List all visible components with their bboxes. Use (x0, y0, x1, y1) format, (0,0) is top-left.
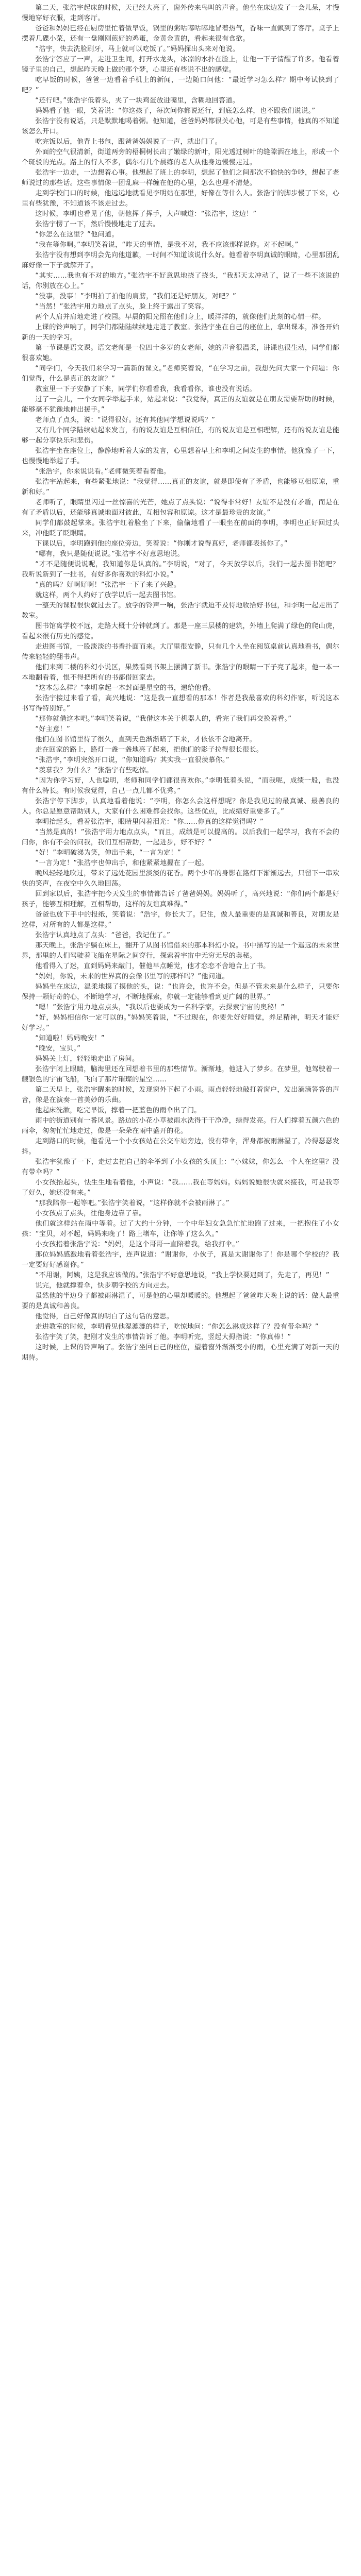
paragraph: “同学们，今天我们来学习一篇新的课文。”老师笑着说，“在学习之前，我想先问大家一个问题：你们觉得，什么是真正的友谊？” (22, 365, 339, 383)
paragraph: 小女孩抬起头，怯生生地看着他，小声说：“我……我在等妈妈。妈妈说她很快就来接我，可是我等了好久，她还没有来。” (22, 1179, 339, 1197)
paragraph: 张浩宇犹豫了一下，走过去把自己的伞举到了小女孩的头顶上：“小妹妹，你怎么一个人在这里？没有带伞吗？” (22, 1158, 339, 1176)
paragraph: 这时候，李明也看见了他，朝他挥了挥手，大声喊道：“张浩宇，这边！” (35, 210, 257, 218)
paragraph: 张浩宇闭上眼睛，脑海里还在回想着书里的那些情节。渐渐地，他进入了梦乡。在梦里，他驾驶着一艘银色的宇宙飞船，飞向了那片璀璨的星空…… (22, 1065, 339, 1083)
paragraph: “因为你学习好，人也聪明，老师和同学们都很喜欢你。”李明低着头说，“而我呢，成绩一般，也没有什么特长。有时候我觉得，自己一点儿都不优秀。” (22, 777, 339, 795)
paragraph: “当然是真的！”张浩宇用力地点点头，“而且，成绩是可以提高的。以后我们一起学习，我有不会的问你，你有不会的问我，我们互相帮助，一起进步，好不好？” (22, 828, 339, 846)
paragraph: 走到路口的时候，他看见一个小女孩站在公交车站旁边，没有带伞，浑身都被雨淋湿了，冷得瑟瑟发抖。 (22, 1138, 339, 1156)
paragraph: “好，妈妈相信你一定可以的。”妈妈笑着说，“不过现在，你要先好好睡觉，养足精神，明天才能好好学习。” (22, 1014, 339, 1032)
paragraph: “晚安，宝贝。” (35, 1045, 81, 1053)
paragraph: 爸爸和妈妈已经在厨房里忙着做早饭，锅里的粥咕嘟咕嘟地冒着热气，香味一直飘到了客厅。桌子上摆着几碟小菜，还有一盘刚刚煎好的鸡蛋，金黄金黄的，看起来很有食欲。 (22, 25, 339, 43)
paragraph: “没事，没事！”李明拍了拍他的肩膀，“我们还是好朋友，对吧？” (35, 293, 236, 300)
paragraph: “这本怎么样？”李明拿起一本封面是星空的书，递给他看。 (35, 684, 216, 692)
paragraph: “真的吗？好啊好啊！”张浩宇一下子来了兴趣。 (35, 581, 181, 589)
article-body (22, 3, 339, 1363)
paragraph: 老师点了点头，说：“说得很好。还有其他同学想说说吗？” (35, 416, 216, 424)
paragraph: 走进教室的时候，李明看见他湿漉漉的样子，吃惊地问：“你怎么淋成这样了？没有带伞吗？” (35, 1323, 319, 1331)
paragraph: 李明抬起头，看着张浩宇，眼睛里闪着泪光：“你……你真的这样觉得吗？” (35, 818, 264, 826)
paragraph: “张浩宇，”李明突然开口说，“你知道吗？其实我一直很羡慕你。” (35, 756, 229, 764)
paragraph: 说完，他就撑着伞，快步朝学校的方向走去。 (35, 1282, 174, 1290)
paragraph: “羡慕我？为什么？”张浩宇有些吃惊。 (35, 767, 153, 774)
paragraph: 小女孩点了点头，往他身边靠了靠。 (35, 1210, 146, 1217)
paragraph: 第二天早上，张浩宇醒来的时候，发现窗外下起了小雨。雨点轻轻地敲打着窗户，发出滴滴答答的声音，像是在演奏一首美妙的乐曲。 (22, 1086, 339, 1104)
paragraph: “一言为定！”张浩宇也伸出手，和他紧紧地握在了一起。 (35, 859, 208, 867)
paragraph: 张浩宇没有想到李明会先向他道歉，一时间不知道该说什么好。他看着李明真诚的眼睛，心里那团乱麻好像一下子就解开了。 (22, 251, 339, 269)
paragraph: 张浩宇停下脚步，认真地看着他说：“李明，你怎么会这样想呢？你是我见过的最真诚、最善良的人。你总是愿意帮助别人，大家有什么困难都会找你。这些优点，比成绩好重要多了。” (22, 798, 339, 816)
paragraph: 小女孩指着张浩宇说：“妈妈，是这个哥哥一直陪着我，给我打伞。” (35, 1241, 240, 1248)
paragraph: 他们在图书馆里待了很久，直到天色渐渐暗了下来，才依依不舍地离开。 (35, 736, 256, 743)
paragraph: 妈妈关上灯，轻轻地走出了房间。 (35, 1055, 139, 1063)
paragraph: 他起床洗漱，吃完早饭，撑着一把蓝色的雨伞出了门。 (35, 1107, 201, 1114)
paragraph: “哪有，我只是随便说说。”张浩宇不好意思地说。 (35, 550, 184, 558)
paragraph: 张浩宇站起来，有些紧张地说：“我觉得……真正的友谊，就是即使有了矛盾，也能够互相原谅，重新和好。” (22, 478, 339, 496)
paragraph: “其实……我也有不对的地方。”张浩宇不好意思地挠了挠头，“我那天太冲动了，说了一些不该说的话，你别放在心上。” (22, 272, 339, 290)
paragraph: 妈妈坐在床边，温柔地摸了摸他的头，说：“也许会，也许不会。但是不管未来是什么样子，只要你保持一颗好奇的心，不断地学习，不断地探索，你就一定能够看到更广阔的世界。” (22, 983, 339, 1001)
paragraph: 教室里一下子安静了下来，同学们你看看我，我看看你，谁也没有说话。 (35, 385, 256, 393)
paragraph: “才不是随便说说呢，我知道你是认真的。”李明说，“对了，今天放学以后，我们一起去图书馆吧？我听说新到了一批书，有好多你喜欢的科幻小说。” (22, 561, 339, 579)
paragraph: “当然！”张浩宇用力地点了点头，脸上终于露出了笑容。 (35, 303, 208, 311)
paragraph: 走在回家的路上，路灯一盏一盏地亮了起来，把他们的影子拉得很长很长。 (35, 746, 264, 754)
paragraph: 这时候，上课的铃声响了。张浩宇坐回自己的座位，望着窗外渐渐变小的雨，心里充满了对新一天的期待。 (22, 1344, 339, 1362)
paragraph: 两个人肩并肩地走进了校园。早晨的阳光照在他们身上，暖洋洋的，就像他们此刻的心情一样。 (35, 313, 325, 321)
paragraph: “张浩宇，你来说说看。”老师微笑着看着他。 (35, 468, 171, 476)
paragraph: 爸爸也放下手中的报纸，笑着说：“浩宇，你长大了。记住，做人最重要的是真诚和善良，对朋友是这样，对所有的人都是这样。” (22, 911, 339, 929)
paragraph: 吃早饭的时候，爸爸一边看着手机上的新闻，一边随口问他：“最近学习怎么样？期中考试快到了吧？” (22, 76, 339, 94)
paragraph: 张浩宇一边走，一边想着心事。他想起了班上的李明，想起了他们之间那次不愉快的争吵，想起了老师说过的那些话。这些事情像一团乱麻一样缠在他的心里，怎么也理不清楚。 (22, 169, 339, 187)
paragraph: 张浩宇接过来看了看，高兴地说：“这是我一直想看的那本！作者是我最喜欢的科幻作家，听说这本书写得特别好。” (22, 694, 339, 713)
paragraph: “好！”李明破涕为笑，伸出手来，“一言为定！” (35, 849, 181, 857)
paragraph: 走进图书馆，一股淡淡的书香扑面而来。大厅里很安静，只有几个人坐在阅览桌前认真地看书，偶尔传来轻轻的翻书声。 (22, 643, 339, 661)
paragraph: “浩宇，快去洗脸刷牙，马上就可以吃饭了。”妈妈探出头来对他说。 (35, 45, 240, 53)
paragraph: 走到学校门口的时候，他远远地就看见李明站在那里，好像在等什么人。张浩宇的脚步慢了下来，心里有些犹豫，不知道该不该走过去。 (22, 190, 339, 208)
paragraph: “好主意！” (35, 725, 71, 733)
paragraph: 吃完饭以后，他背上书包，跟爸爸妈妈说了一声，就出门了。 (35, 138, 222, 146)
paragraph: 上课的铃声响了，同学们都陆陆续续地走进了教室。张浩宇坐在自己的座位上，拿出课本，准备开始新的一天的学习。 (22, 324, 339, 342)
paragraph: “你怎么在这里？”他问道。 (35, 231, 119, 239)
paragraph: 老师听了，眼睛里闪过一丝惊喜的光芒，她点了点头说：“说得非常好！友谊不是没有矛盾，而是在有了矛盾以后，还能够真诚地面对彼此，互相包容和原谅。这才是最珍贵的友谊。” (22, 499, 339, 517)
paragraph: 图书馆离学校不远，走路大概十分钟就到了。那是一座三层楼的建筑，外墙上爬满了绿色的爬山虎，看起来很有历史的感觉。 (22, 622, 339, 640)
paragraph: 那位妈妈感激地看着张浩宇，连声说道：“谢谢你，小伙子，真是太谢谢你了！你是哪个学校的？我一定要好好感谢你。” (22, 1251, 339, 1269)
paragraph: 张浩宇笑了笑，把刚才发生的事情告诉了他。李明听完，竖起大拇指说：“你真棒！” (35, 1333, 291, 1341)
paragraph: 张浩宇答应了一声，走进卫生间，打开水龙头，冰凉的水扑在脸上，让他一下子清醒了许多。他看着镜子里的自己，想起昨天晚上做的那个梦，心里还有些说不出的感觉。 (22, 56, 339, 74)
paragraph: 他看得入了迷，直到妈妈来敲门，催他早点睡觉，他才恋恋不舍地合上了书。 (35, 962, 270, 970)
paragraph: 回到家以后，张浩宇把今天发生的事情都告诉了爸爸妈妈。妈妈听了，高兴地说：“你们两个都是好孩子，能够互相理解，互相帮助，这样的友谊真难得。” (22, 890, 339, 908)
paragraph: 他们来到二楼的科幻小说区，果然看到书架上摆满了新书。张浩宇的眼睛一下子亮了起来，他一本一本地翻看着，恨不得把所有的书都借回家去。 (22, 664, 339, 682)
paragraph: 又有几个同学陆续站起来发言，有的说友谊是互相信任，有的说友谊是互相理解，还有的说友谊是能够一起分享快乐和悲伤。 (22, 427, 339, 445)
paragraph: 张浩宇认真地点了点头：“爸爸，我记住了。” (35, 931, 171, 939)
paragraph: “那你就借这本吧。”李明笑着说，“我借这本关于机器人的，看完了我们再交换着看。” (35, 715, 292, 723)
paragraph: “嗯！”张浩宇用力地点点头，“我以后也要成为一名科学家，去探索宇宙的奥秘！” (35, 1004, 285, 1011)
paragraph: “知道啦！妈妈晚安！” (35, 1035, 105, 1042)
paragraph: “还行吧。”张浩宇低着头，夹了一块鸡蛋放进嘴里，含糊地回答道。 (35, 97, 240, 105)
paragraph: 那天晚上，张浩宇躺在床上，翻开了从图书馆借来的那本科幻小说。书中描写的是一个遥远的未来世界，那里的人们驾驶着飞船在星际之间穿行，探索着宇宙中无穷无尽的奥秘。 (22, 942, 339, 960)
paragraph: 张浩宇愣了一下，然后慢慢地走了过去。 (35, 221, 160, 228)
paragraph: 虽然他的半边身子都被雨淋湿了，可是他的心里却暖暖的。他想起了爸爸昨天晚上说的话：做人最重要的是真诚和善良。 (22, 1292, 339, 1310)
paragraph: 第一节课是语文课。语文老师是一位四十多岁的女老师，她的声音很温柔，讲课也很生动，同学们都很喜欢她。 (22, 344, 339, 362)
paragraph: “那我陪你一起等吧。”张浩宇笑着说，“这样你就不会被雨淋了。” (35, 1199, 229, 1207)
paragraph: 第二天，张浩宇起床的时候，天已经大亮了，窗外传来鸟叫的声音。他坐在床边发了一会儿呆，才慢慢地穿好衣服，走到客厅。 (22, 4, 339, 22)
paragraph: “我在等你啊。”李明笑着说，“昨天的事情，是我不对，我不应该那样说你。对不起啊。” (35, 241, 299, 249)
paragraph: 就这样，两个人约好了放学以后一起去图书馆。 (35, 591, 180, 599)
paragraph: 张浩宇没有说话，只是默默地喝着粥。他知道，爸爸妈妈都很关心他，可是有些事情，他真的不知道该怎么开口。 (22, 117, 339, 135)
paragraph: 过了一会儿，一个女同学举起手来，站起来说：“我觉得，真正的友谊就是在朋友需要帮助的时候，能够毫不犹豫地伸出援手。” (22, 396, 339, 414)
paragraph: 外面的空气很清新，街道两旁的梧桐树长出了嫩绿的新叶，阳光透过树叶的缝隙洒在地上，形成一个个斑驳的光点。路上的行人不多，偶尔有几个晨练的老人从他身边慢慢走过。 (22, 148, 339, 166)
paragraph: “不用谢，阿姨，这是我应该做的。”张浩宇不好意思地说，“我上学快要迟到了，先走了，再见！” (35, 1272, 330, 1279)
paragraph: 雨中的街道别有一番风景。路边的小花小草被雨水洗得干干净净，绿得发亮。行人们撑着五颜六色的雨伞，匆匆忙忙地走过，像是一朵朵在雨中盛开的花。 (22, 1117, 339, 1135)
paragraph: 一整天的课程很快就过去了。放学的铃声一响，张浩宇就迫不及待地收拾好书包，和李明一起走出了教室。 (22, 602, 339, 620)
paragraph: 他们就这样站在雨中等着。过了大约十分钟，一个中年妇女急急忙忙地跑了过来，一把抱住了小女孩：“宝贝，对不起，妈妈来晚了！路上堵车，让你等了这么久。” (22, 1220, 339, 1238)
paragraph: 张浩宇坐在座位上，静静地听着大家的发言，心里想着早上和李明之间发生的事情。他犹豫了一下，也慢慢地举起了手。 (22, 447, 339, 465)
paragraph: “妈妈，你说，未来的世界真的会像书里写的那样吗？”他问道。 (35, 973, 229, 980)
paragraph: 妈妈看了他一眼，笑着说：“你这孩子，每次问你都说还行，到底怎么样，也不跟我们说说。” (35, 107, 316, 115)
paragraph: 同学们都鼓起掌来。张浩宇红着脸坐了下来，偷偷地看了一眼坐在前面的李明，李明也正好回过头来，冲他眨了眨眼睛。 (22, 519, 339, 537)
paragraph: 他觉得，自己好像真的明白了这句话的意思。 (35, 1313, 174, 1320)
paragraph: 晚风轻轻地吹过，带来了远处花园里淡淡的花香。两个少年的身影在路灯下渐渐远去，只留下一串欢快的笑声，在夜空中久久地回荡。 (22, 870, 339, 888)
paragraph: 下课以后，李明跑到他的座位旁边，笑着说：“你刚才说得真好，老师都表扬你了。” (35, 540, 288, 548)
